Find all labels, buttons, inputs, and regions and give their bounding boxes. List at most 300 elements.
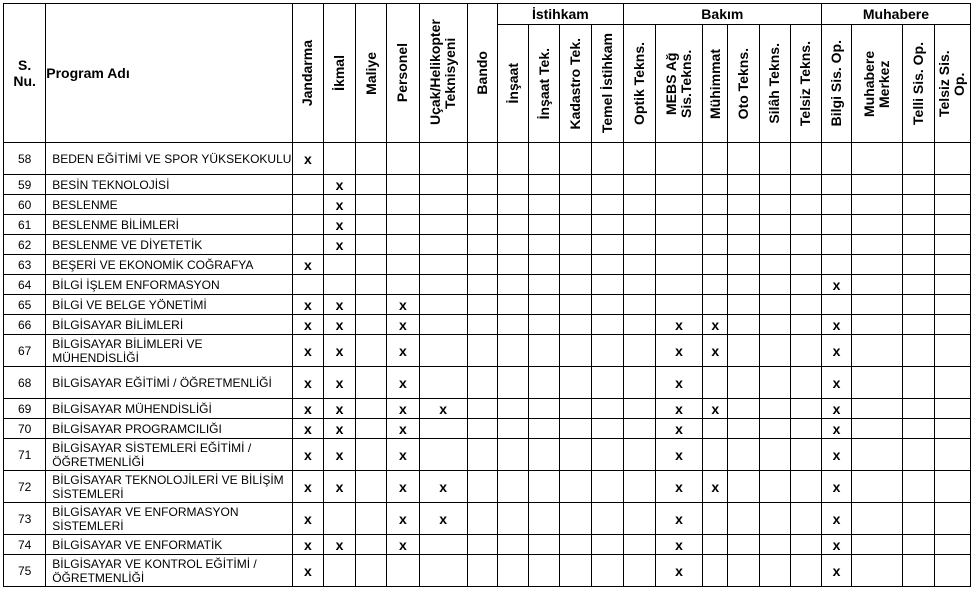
mark-cell [467, 255, 497, 275]
mark-cell [790, 535, 821, 555]
mark-cell [655, 235, 702, 255]
mark-cell [356, 295, 387, 315]
mark-cell [703, 367, 728, 399]
mark-cell [903, 175, 934, 195]
mark-cell [419, 215, 467, 235]
group-muhabere: Muhabere [821, 4, 970, 25]
mark-cell [497, 195, 528, 215]
mark-cell [852, 399, 903, 419]
table-row [4, 535, 971, 555]
mark-cell [934, 399, 970, 419]
mark-cell [623, 235, 655, 255]
mark-cell [323, 555, 355, 587]
col-header-jandarma: Jandarma [292, 4, 323, 143]
mark-cell-x: x [703, 335, 728, 367]
mark-cell [703, 555, 728, 587]
program-name: BESLENME [46, 195, 293, 215]
mark-cell [497, 255, 528, 275]
program-name: BESİN TEKNOLOJİSİ [46, 175, 293, 195]
program-name: BEDEN EĞİTİMİ VE SPOR YÜKSEKOKULU [46, 143, 293, 175]
mark-cell [728, 235, 759, 255]
row-number: 58 [4, 143, 46, 175]
mark-cell [852, 295, 903, 315]
mark-cell [387, 195, 419, 215]
mark-cell [759, 367, 790, 399]
program-name: BİLGİSAYAR PROGRAMCILIĞI [46, 419, 293, 439]
mark-cell [560, 399, 591, 419]
mark-cell [790, 555, 821, 587]
mark-cell [703, 295, 728, 315]
mark-cell [790, 315, 821, 335]
mark-cell [821, 195, 851, 215]
mark-cell [356, 439, 387, 471]
mark-cell-x: x [655, 399, 702, 419]
mark-cell [529, 555, 560, 587]
mark-cell [852, 215, 903, 235]
mark-cell [387, 275, 419, 295]
program-name: BESLENME BİLİMLERİ [46, 215, 293, 235]
col-header-silah-tekns: Silâh Tekns. [759, 25, 790, 143]
col-header-optik-tekns: Optik Tekns. [623, 25, 655, 143]
row-number: 62 [4, 235, 46, 255]
mark-cell [934, 439, 970, 471]
mark-cell-x: x [655, 439, 702, 471]
mark-cell-x: x [821, 555, 851, 587]
program-name: BİLGİSAYAR VE KONTROL EĞİTİMİ / ÖĞRETMENLİĞİ [46, 555, 293, 587]
mark-cell-x: x [323, 535, 355, 555]
program-name: BİLGİSAYAR VE ENFORMASYON SİSTEMLERİ [46, 503, 293, 535]
table-body [4, 143, 971, 587]
mark-cell [356, 367, 387, 399]
mark-cell-x: x [387, 335, 419, 367]
mark-cell [821, 143, 851, 175]
table-row [4, 195, 971, 215]
mark-cell [759, 175, 790, 195]
mark-cell [497, 535, 528, 555]
mark-cell [497, 471, 528, 503]
col-header-telsiz-sis-op: Telsiz Sis. Op. [934, 25, 970, 143]
mark-cell-x: x [292, 315, 323, 335]
mark-cell [387, 215, 419, 235]
mark-cell [497, 419, 528, 439]
mark-cell [759, 275, 790, 295]
mark-cell [903, 275, 934, 295]
mark-cell-x: x [323, 439, 355, 471]
mark-cell-x: x [387, 367, 419, 399]
mark-cell [703, 235, 728, 255]
mark-cell [655, 143, 702, 175]
mark-cell [852, 419, 903, 439]
row-number: 71 [4, 439, 46, 471]
col-header-bilgi-sis-op: Bilgi Sis. Op. [821, 25, 851, 143]
mark-cell [903, 335, 934, 367]
program-name: BEŞERİ VE EKONOMİK COĞRAFYA [46, 255, 293, 275]
table-row [4, 367, 971, 399]
mark-cell [655, 215, 702, 235]
mark-cell-x: x [655, 535, 702, 555]
row-number: 61 [4, 215, 46, 235]
mark-cell-x: x [821, 275, 851, 295]
mark-cell [623, 439, 655, 471]
mark-cell [419, 235, 467, 255]
mark-cell [903, 235, 934, 255]
mark-cell [759, 439, 790, 471]
mark-cell [728, 315, 759, 335]
mark-cell [591, 255, 623, 275]
mark-cell-x: x [292, 419, 323, 439]
mark-cell [655, 295, 702, 315]
mark-cell [623, 175, 655, 195]
sn-header: S. Nu. [4, 4, 46, 143]
mark-cell-x: x [387, 315, 419, 335]
program-name: BİLGİSAYAR TEKNOLOJİLERİ VE BİLİŞİM SİSTEMLERİ [46, 471, 293, 503]
mark-cell [852, 255, 903, 275]
mark-cell [529, 503, 560, 535]
group-istihkam: İstihkam [497, 4, 623, 25]
mark-cell [419, 419, 467, 439]
mark-cell [623, 367, 655, 399]
row-number: 74 [4, 535, 46, 555]
mark-cell [560, 315, 591, 335]
row-number: 60 [4, 195, 46, 215]
mark-cell [728, 419, 759, 439]
mark-cell [790, 255, 821, 275]
mark-cell [591, 399, 623, 419]
mark-cell [467, 195, 497, 215]
mark-cell [387, 555, 419, 587]
mark-cell [903, 503, 934, 535]
mark-cell [759, 535, 790, 555]
mark-cell-x: x [292, 255, 323, 275]
program-name: BİLGİSAYAR EĞİTİMİ / ÖĞRETMENLİĞİ [46, 367, 293, 399]
mark-cell [497, 175, 528, 195]
mark-cell [356, 275, 387, 295]
mark-cell [497, 367, 528, 399]
mark-cell [790, 175, 821, 195]
mark-cell [728, 215, 759, 235]
program-name: BİLGİSAYAR VE ENFORMATİK [46, 535, 293, 555]
mark-cell [467, 439, 497, 471]
mark-cell [703, 439, 728, 471]
mark-cell [419, 367, 467, 399]
mark-cell [852, 555, 903, 587]
mark-cell-x: x [292, 399, 323, 419]
mark-cell [356, 315, 387, 335]
mark-cell [728, 175, 759, 195]
mark-cell [467, 419, 497, 439]
mark-cell [356, 503, 387, 535]
mark-cell [790, 195, 821, 215]
mark-cell [728, 143, 759, 175]
table-row [4, 275, 971, 295]
mark-cell [623, 399, 655, 419]
mark-cell [356, 255, 387, 275]
mark-cell [703, 419, 728, 439]
mark-cell-x: x [292, 367, 323, 399]
mark-cell [419, 175, 467, 195]
mark-cell [529, 419, 560, 439]
mark-cell [623, 215, 655, 235]
mark-cell [728, 439, 759, 471]
mark-cell-x: x [292, 439, 323, 471]
row-number: 63 [4, 255, 46, 275]
mark-cell [323, 255, 355, 275]
program-name: BİLGİ İŞLEM ENFORMASYON [46, 275, 293, 295]
mark-cell [529, 195, 560, 215]
row-number: 67 [4, 335, 46, 367]
mark-cell [387, 175, 419, 195]
mark-cell-x: x [821, 535, 851, 555]
mark-cell [821, 215, 851, 235]
mark-cell-x: x [323, 419, 355, 439]
mark-cell [852, 315, 903, 335]
mark-cell-x: x [821, 399, 851, 419]
mark-cell-x: x [655, 555, 702, 587]
mark-cell [356, 195, 387, 215]
mark-cell [529, 215, 560, 235]
mark-cell [419, 335, 467, 367]
table-row [4, 143, 971, 175]
col-header-telsiz-tekns: Telsiz Tekns. [790, 25, 821, 143]
mark-cell [759, 315, 790, 335]
table-row [4, 295, 971, 315]
mark-cell-x: x [292, 143, 323, 175]
mark-cell-x: x [387, 503, 419, 535]
mark-cell [467, 335, 497, 367]
mark-cell [419, 315, 467, 335]
mark-cell [759, 235, 790, 255]
col-header-insaat: İnşaat [497, 25, 528, 143]
mark-cell [467, 367, 497, 399]
mark-cell [703, 535, 728, 555]
mark-cell [467, 503, 497, 535]
mark-cell [356, 471, 387, 503]
mark-cell [419, 143, 467, 175]
mark-cell-x: x [323, 367, 355, 399]
mark-cell [934, 275, 970, 295]
mark-cell [623, 535, 655, 555]
mark-cell [560, 439, 591, 471]
mark-cell [497, 295, 528, 315]
mark-cell-x: x [292, 503, 323, 535]
mark-cell-x: x [387, 439, 419, 471]
mark-cell [903, 555, 934, 587]
mark-cell [591, 335, 623, 367]
mark-cell [591, 439, 623, 471]
mark-cell [623, 315, 655, 335]
mark-cell [560, 195, 591, 215]
mark-cell [591, 143, 623, 175]
mark-cell [387, 143, 419, 175]
mark-cell [591, 367, 623, 399]
mark-cell [623, 503, 655, 535]
mark-cell [419, 255, 467, 275]
table-row [4, 419, 971, 439]
mark-cell-x: x [655, 471, 702, 503]
mark-cell [934, 143, 970, 175]
mark-cell [821, 295, 851, 315]
mark-cell-x: x [821, 419, 851, 439]
mark-cell [356, 399, 387, 419]
mark-cell [591, 295, 623, 315]
mark-cell [623, 255, 655, 275]
mark-cell [934, 215, 970, 235]
mark-cell [790, 275, 821, 295]
mark-cell [529, 335, 560, 367]
mark-cell [655, 275, 702, 295]
mark-cell [903, 367, 934, 399]
mark-cell-x: x [323, 235, 355, 255]
mark-cell [790, 367, 821, 399]
mark-cell [759, 503, 790, 535]
mark-cell-x: x [821, 335, 851, 367]
mark-cell [821, 255, 851, 275]
col-header-ucak-helikopter: Uçak/Helikopter Teknisyeni [419, 4, 467, 143]
mark-cell [591, 235, 623, 255]
mark-cell [529, 275, 560, 295]
col-header-maliye: Maliye [356, 4, 387, 143]
mark-cell [497, 143, 528, 175]
mark-cell [728, 255, 759, 275]
mark-cell-x: x [323, 471, 355, 503]
row-number: 59 [4, 175, 46, 195]
program-name: BESLENME VE DİYETETİK [46, 235, 293, 255]
mark-cell [591, 471, 623, 503]
mark-cell [703, 175, 728, 195]
mark-cell [623, 295, 655, 315]
mark-cell [790, 439, 821, 471]
mark-cell [419, 275, 467, 295]
mark-cell [529, 143, 560, 175]
table-row [4, 235, 971, 255]
mark-cell [728, 195, 759, 215]
col-header-personel: Personel [387, 4, 419, 143]
mark-cell-x: x [387, 535, 419, 555]
program-table [3, 3, 971, 587]
mark-cell [591, 419, 623, 439]
mark-cell-x: x [387, 399, 419, 419]
mark-cell [934, 255, 970, 275]
mark-cell [623, 471, 655, 503]
mark-cell [467, 143, 497, 175]
mark-cell [467, 295, 497, 315]
table-row [4, 215, 971, 235]
mark-cell [903, 439, 934, 471]
mark-cell-x: x [703, 315, 728, 335]
mark-cell [703, 215, 728, 235]
mark-cell [591, 275, 623, 295]
mark-cell-x: x [419, 399, 467, 419]
program-name: BİLGİSAYAR MÜHENDİSLİĞİ [46, 399, 293, 419]
mark-cell [728, 335, 759, 367]
mark-cell [529, 535, 560, 555]
row-number: 72 [4, 471, 46, 503]
mark-cell [790, 399, 821, 419]
mark-cell [419, 295, 467, 315]
mark-cell [728, 275, 759, 295]
mark-cell [790, 215, 821, 235]
table-row [4, 399, 971, 419]
mark-cell [903, 295, 934, 315]
mark-cell [560, 215, 591, 235]
mark-cell [852, 175, 903, 195]
mark-cell [759, 195, 790, 215]
mark-cell [852, 143, 903, 175]
mark-cell [852, 195, 903, 215]
mark-cell [790, 503, 821, 535]
mark-cell [560, 419, 591, 439]
table-row [4, 175, 971, 195]
mark-cell-x: x [387, 419, 419, 439]
mark-cell [591, 503, 623, 535]
mark-cell [356, 215, 387, 235]
col-header-telli-sis-op: Telli Sis. Op. [903, 25, 934, 143]
mark-cell [419, 555, 467, 587]
mark-cell [560, 471, 591, 503]
mark-cell [934, 471, 970, 503]
mark-cell [529, 255, 560, 275]
mark-cell [419, 535, 467, 555]
mark-cell [560, 535, 591, 555]
mark-cell [852, 439, 903, 471]
table-row [4, 439, 971, 471]
mark-cell [790, 335, 821, 367]
mark-cell [728, 367, 759, 399]
mark-cell [655, 195, 702, 215]
mark-cell [292, 235, 323, 255]
mark-cell-x: x [821, 315, 851, 335]
mark-cell-x: x [323, 295, 355, 315]
mark-cell [387, 255, 419, 275]
mark-cell [529, 315, 560, 335]
mark-cell [623, 195, 655, 215]
mark-cell [852, 235, 903, 255]
mark-cell [852, 275, 903, 295]
mark-cell [903, 143, 934, 175]
mark-cell [852, 471, 903, 503]
col-header-bando: Bando [467, 4, 497, 143]
mark-cell [759, 215, 790, 235]
mark-cell [934, 315, 970, 335]
mark-cell [419, 439, 467, 471]
mark-cell [759, 335, 790, 367]
program-name: BİLGİSAYAR BİLİMLERİ VE MÜHENDİSLİĞİ [46, 335, 293, 367]
mark-cell-x: x [323, 315, 355, 335]
mark-cell [934, 555, 970, 587]
mark-cell [623, 419, 655, 439]
mark-cell [655, 175, 702, 195]
mark-cell-x: x [323, 335, 355, 367]
mark-cell [323, 143, 355, 175]
mark-cell-x: x [655, 367, 702, 399]
mark-cell [623, 555, 655, 587]
mark-cell [591, 195, 623, 215]
col-header-oto-tekns: Oto Tekns. [728, 25, 759, 143]
mark-cell [356, 143, 387, 175]
col-header-muhabere-merkez: Muhabere Merkez [852, 25, 903, 143]
mark-cell [560, 335, 591, 367]
mark-cell [703, 503, 728, 535]
mark-cell [790, 235, 821, 255]
group-bakim: Bakım [623, 4, 821, 25]
mark-cell [934, 419, 970, 439]
mark-cell [821, 235, 851, 255]
mark-cell [497, 335, 528, 367]
mark-cell [560, 235, 591, 255]
program-name: BİLGİSAYAR BİLİMLERİ [46, 315, 293, 335]
mark-cell [852, 503, 903, 535]
mark-cell-x: x [323, 215, 355, 235]
